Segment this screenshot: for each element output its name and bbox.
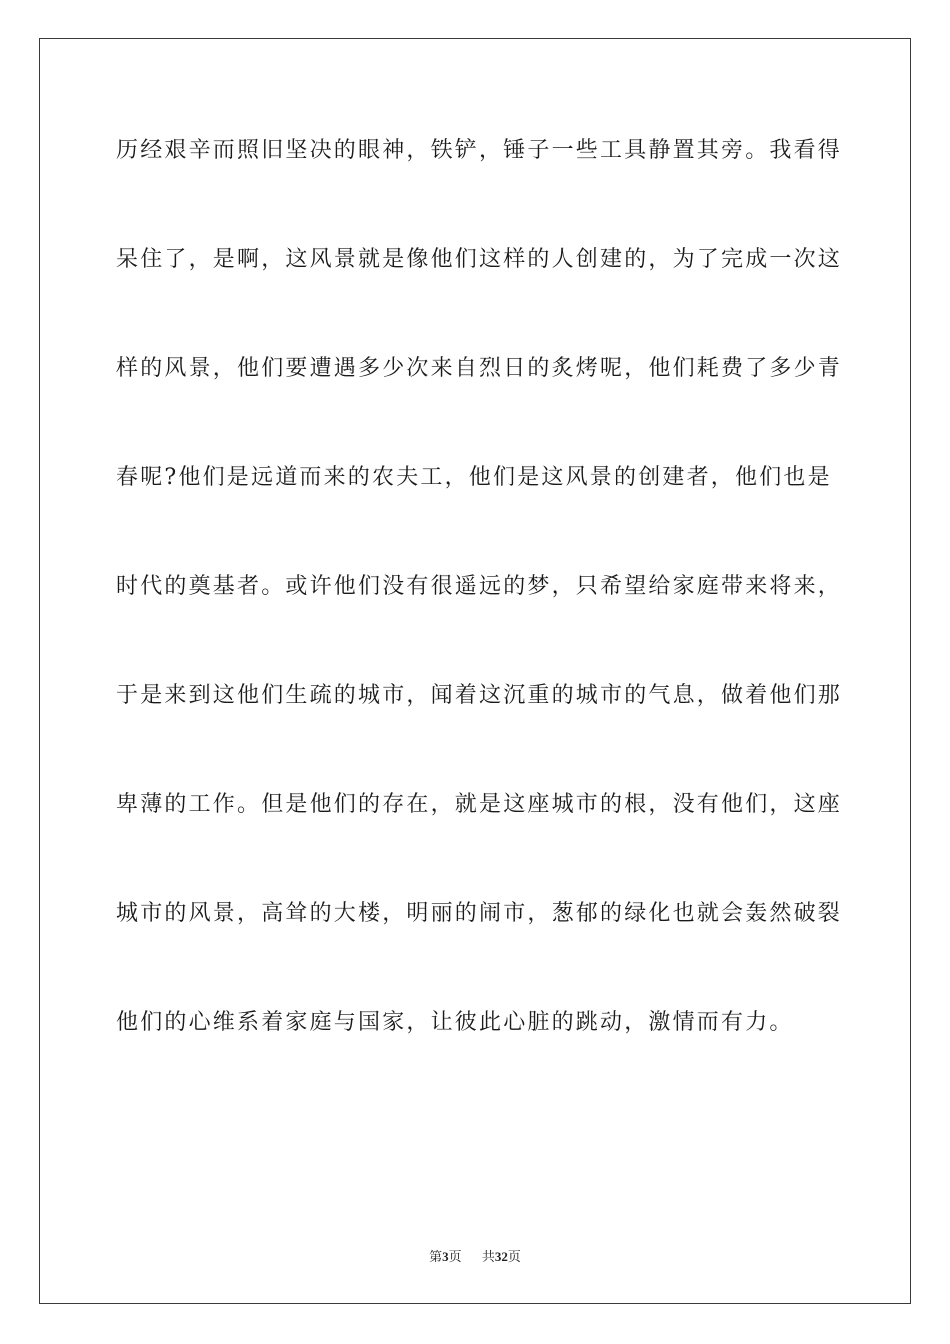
text-line: 卑薄的工作。但是他们的存在，就是这座城市的根，没有他们，这座 [116, 792, 843, 817]
total-pages: 32 [494, 1249, 508, 1264]
text-line: 样的风景，他们要遭遇多少次来自烈日的炙烤呢，他们耗费了多少青 [116, 356, 843, 381]
text-line: 他们的心维系着家庭与国家，让彼此心脏的跳动，激情而有力。 [116, 1010, 794, 1035]
page-footer [0, 1246, 950, 1265]
text-line: 春呢?他们是远道而来的农夫工，他们是这风景的创建者，他们也是 [116, 465, 832, 490]
text-line: 城市的风景，高耸的大楼，明丽的闹市，葱郁的绿化也就会轰然破裂 [116, 901, 843, 926]
page-number: 3 [442, 1249, 449, 1264]
text-line: 历经艰辛而照旧坚决的眼神，铁铲，锤子一些工具静置其旁。我看得 [116, 138, 843, 163]
text-line: 呆住了，是啊，这风景就是像他们这样的人创建的，为了完成一次这 [116, 247, 843, 272]
total-suffix: 页 [507, 1250, 521, 1265]
document-body [116, 128, 843, 1109]
page-prefix: 第 [429, 1250, 443, 1265]
total-prefix: 共 [481, 1250, 495, 1265]
page-suffix: 页 [448, 1250, 462, 1265]
text-line: 时代的奠基者。或许他们没有很遥远的梦，只希望给家庭带来将来， [116, 574, 843, 599]
text-line: 于是来到这他们生疏的城市，闻着这沉重的城市的气息，做着他们那 [116, 683, 843, 708]
